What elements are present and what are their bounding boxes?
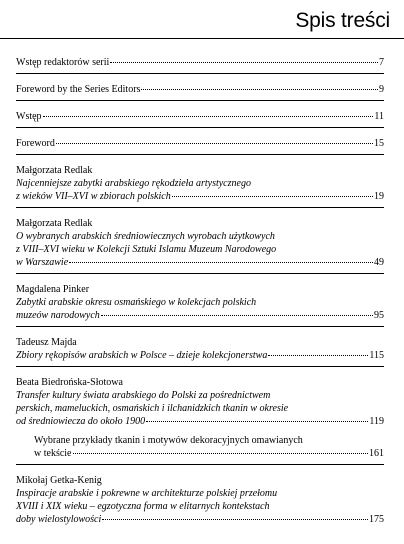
toc-leader (16, 83, 384, 96)
toc-author: Mikołaj Getka-Kenig (16, 475, 102, 486)
page-number: 19 (374, 191, 384, 202)
toc-leader (16, 56, 384, 69)
page-number: 175 (369, 514, 384, 525)
page-number: 7 (379, 57, 384, 68)
dot-leader (268, 355, 368, 356)
toc-title-line: XVIII i XIX wieku – egzotyczna forma w elitarnych kontekstach (16, 501, 270, 512)
page-number: 161 (369, 448, 384, 459)
toc-entry (16, 128, 384, 154)
toc-title-line: Najcenniejsze zabytki arabskiego rękodzieła artystycznego (16, 178, 251, 189)
toc-entry (16, 367, 384, 464)
toc-entry-title: Wstęp (16, 111, 42, 122)
page-number: 9 (379, 84, 384, 95)
toc-entry (16, 274, 384, 326)
toc-author: Małgorzata Redlak (16, 218, 93, 229)
page-number: 119 (369, 416, 384, 427)
dot-leader (43, 116, 374, 117)
dot-leader (141, 89, 378, 90)
toc-title-line: z wieków VII–XVI w zbiorach polskich (16, 191, 171, 202)
toc-title-line: Zbiory rękopisów arabskich w Polsce – dzieje kolekcjonerstwa (16, 350, 268, 361)
dot-leader (56, 143, 373, 144)
toc-entry (16, 155, 384, 207)
toc-entry (16, 208, 384, 273)
toc-author: Magdalena Pinker (16, 284, 90, 295)
toc-title-line: od średniowiecza do około 1900 (16, 416, 146, 427)
toc-entry (16, 101, 384, 127)
toc-author: Beata Biedrońska-Słotowa (16, 377, 123, 388)
toc-author: Tadeusz Majda (16, 337, 77, 348)
toc-leader (34, 447, 384, 460)
toc-leader (16, 190, 384, 203)
page-number: 115 (369, 350, 384, 361)
toc-title-line: Zabytki arabskie okresu osmańskiego w kolekcjach polskich (16, 297, 257, 308)
toc-leader (16, 415, 384, 428)
toc-title-line: doby wielostylowości (16, 514, 102, 525)
toc-title-line: Inspiracje arabskie i pokrewne w architekturze polskiej przełomu (16, 488, 278, 499)
dot-leader (110, 62, 378, 63)
toc-title-line: z VIII–XVI wieku w Kolekcji Sztuki Islamu Muzeum Narodowego (16, 244, 277, 255)
toc-entry (16, 52, 384, 73)
toc-title-line: muzeów narodowych (16, 310, 100, 321)
dot-leader (73, 453, 369, 454)
toc-entry (16, 327, 384, 366)
toc-author: Małgorzata Redlak (16, 165, 93, 176)
toc-title-line: perskich, mameluckich, osmańskich i ilchanidzkich tkanin w okresie (16, 403, 289, 414)
toc-entry-title: Foreword (16, 138, 55, 149)
toc-subentry (16, 434, 384, 460)
toc-entry (16, 74, 384, 100)
toc-leader (16, 110, 384, 123)
dot-leader (102, 519, 368, 520)
toc-title-line: w tekście (34, 448, 72, 459)
toc-entry (16, 465, 384, 530)
dot-leader (172, 196, 373, 197)
toc-leader (16, 309, 384, 322)
dot-leader (69, 262, 373, 263)
toc-leader (16, 513, 384, 526)
dot-leader (101, 315, 373, 316)
table-of-contents (16, 52, 384, 530)
page-header (0, 0, 404, 44)
page-number: 15 (374, 138, 384, 149)
toc-title-line: Transfer kultury świata arabskiego do Polski za pośrednictwem (16, 390, 271, 401)
toc-leader (16, 349, 384, 362)
toc-title-line: O wybranych arabskich średniowiecznych wyrobach użytkowych (16, 231, 275, 242)
toc-title-line: Wybrane przykłady tkanin i motywów dekoracyjnych omawianych (34, 435, 303, 446)
dot-leader (146, 421, 368, 422)
toc-entry-title: Foreword by the Series Editors (16, 84, 141, 95)
toc-leader (16, 256, 384, 269)
page-number: 49 (374, 257, 384, 268)
page-title: Spis treści (295, 9, 390, 32)
toc-leader (16, 137, 384, 150)
toc-entry-title: Wstęp redaktorów serii (16, 57, 110, 68)
header-rule (0, 38, 404, 39)
page-number: 11 (374, 111, 384, 122)
toc-title-line: w Warszawie (16, 257, 69, 268)
page-number: 95 (374, 310, 384, 321)
